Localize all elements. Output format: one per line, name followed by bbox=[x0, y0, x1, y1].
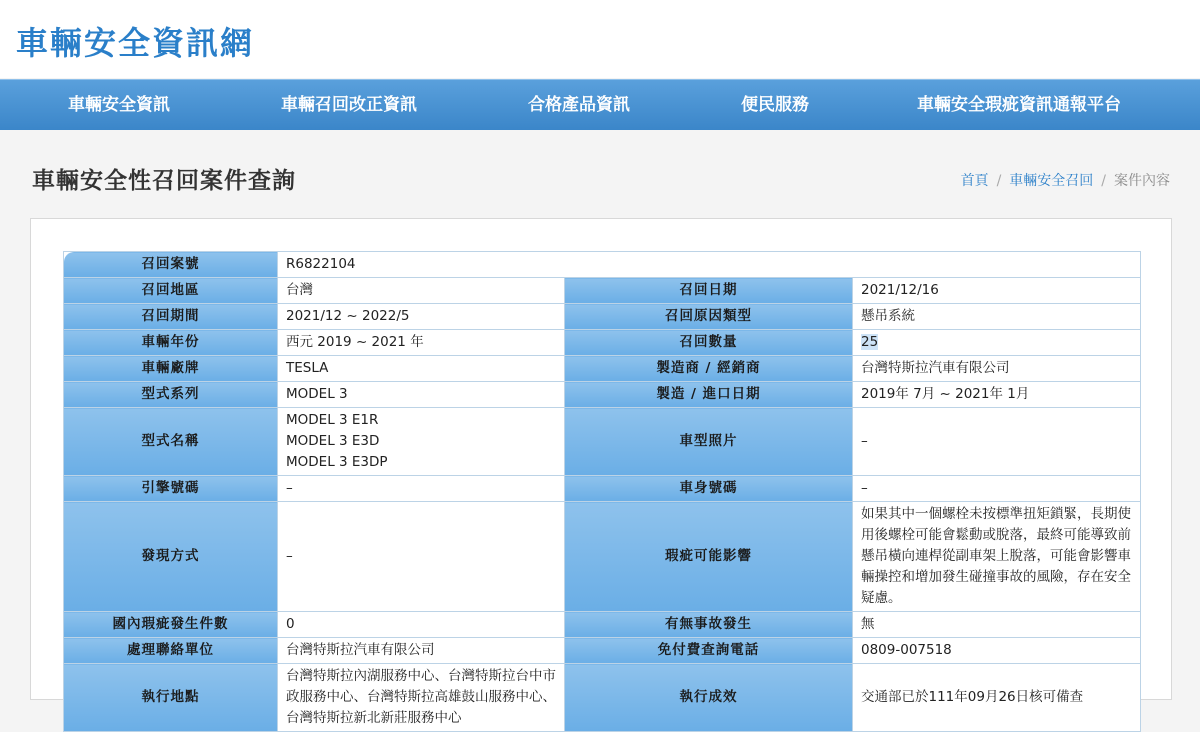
series-label: 型式系列 bbox=[64, 382, 278, 408]
maker-value: 台灣特斯拉汽車有限公司 bbox=[853, 356, 1141, 382]
breadcrumb-home[interactable]: 首頁 bbox=[960, 173, 989, 189]
case-no-label: 召回案號 bbox=[64, 252, 278, 278]
result-value: 交通部已於111年09月26日核可備查 bbox=[853, 664, 1141, 732]
breadcrumb-separator: / bbox=[996, 173, 1002, 189]
quantity-value-cell bbox=[853, 330, 1141, 356]
impact-label: 瑕疵可能影響 bbox=[565, 502, 853, 612]
table-row bbox=[64, 638, 1141, 664]
table-row bbox=[64, 330, 1141, 356]
case-no-value: R6822104 bbox=[278, 252, 1141, 278]
period-value: 2021/12 ~ 2022/5 bbox=[278, 304, 565, 330]
reason-type-label: 召回原因類型 bbox=[565, 304, 853, 330]
mfg-date-label: 製造 / 進口日期 bbox=[565, 382, 853, 408]
brand-value: TESLA bbox=[278, 356, 565, 382]
vin-label: 車身號碼 bbox=[565, 476, 853, 502]
table-row bbox=[64, 304, 1141, 330]
breadcrumb-recall[interactable]: 車輛安全召回 bbox=[1009, 173, 1094, 189]
quantity-value: 25 bbox=[861, 334, 879, 350]
table-row bbox=[64, 408, 1141, 476]
table-row bbox=[64, 476, 1141, 502]
table-row bbox=[64, 382, 1141, 408]
nav-item-vehicle-safety-info[interactable]: 車輛安全資訊 bbox=[68, 95, 170, 115]
page-title: 車輛安全性召回案件查詢 bbox=[32, 168, 296, 194]
recall-detail-card bbox=[30, 218, 1172, 726]
site-header bbox=[0, 0, 1200, 78]
engine-label: 引擎號碼 bbox=[64, 476, 278, 502]
region-label: 召回地區 bbox=[64, 278, 278, 304]
main-nav bbox=[0, 79, 1200, 130]
table-row bbox=[64, 502, 1141, 612]
table-row bbox=[64, 612, 1141, 638]
maker-label: 製造商 / 經銷商 bbox=[565, 356, 853, 382]
table-row bbox=[64, 278, 1141, 304]
photo-label: 車型照片 bbox=[565, 408, 853, 476]
contact-label: 處理聯絡單位 bbox=[64, 638, 278, 664]
models-label: 型式名稱 bbox=[64, 408, 278, 476]
nav-item-defect-report-platform[interactable]: 車輛安全瑕疵資訊通報平台 bbox=[917, 95, 1121, 115]
year-label: 車輛年份 bbox=[64, 330, 278, 356]
domestic-value: 0 bbox=[278, 612, 565, 638]
discovery-value: – bbox=[278, 502, 565, 612]
location-label: 執行地點 bbox=[64, 664, 278, 732]
breadcrumb bbox=[961, 170, 1170, 190]
year-value: 西元 2019 ~ 2021 年 bbox=[278, 330, 565, 356]
photo-value: – bbox=[853, 408, 1141, 476]
period-label: 召回期間 bbox=[64, 304, 278, 330]
model-name: MODEL 3 E1R bbox=[286, 412, 379, 428]
site-logo[interactable]: 車輛安全資訊網 bbox=[16, 24, 255, 62]
impact-value: 如果其中一個螺栓未按標準扭矩鎖緊，長期使用後螺栓可能會鬆動或脫落，最終可能導致前懸吊橫向連桿從副車架上脫落，可能會影響車輛操控和增加發生碰撞事故的風險，存在安全疑慮。 bbox=[853, 502, 1141, 612]
model-name: MODEL 3 E3D bbox=[286, 433, 380, 449]
quantity-label: 召回數量 bbox=[565, 330, 853, 356]
series-value: MODEL 3 bbox=[278, 382, 565, 408]
table-row bbox=[64, 664, 1141, 732]
contact-value: 台灣特斯拉汽車有限公司 bbox=[278, 638, 565, 664]
hotline-label: 免付費查詢電話 bbox=[565, 638, 853, 664]
nav-item-public-services[interactable]: 便民服務 bbox=[741, 95, 809, 115]
date-value: 2021/12/16 bbox=[853, 278, 1141, 304]
region-value: 台灣 bbox=[278, 278, 565, 304]
hotline-value: 0809-007518 bbox=[853, 638, 1141, 664]
recall-detail-table bbox=[63, 251, 1141, 732]
domestic-label: 國內瑕疵發生件數 bbox=[64, 612, 278, 638]
brand-label: 車輛廠牌 bbox=[64, 356, 278, 382]
nav-item-recall-info[interactable]: 車輛召回改正資訊 bbox=[281, 95, 417, 115]
result-label: 執行成效 bbox=[565, 664, 853, 732]
mfg-date-value: 2019年 7月 ~ 2021年 1月 bbox=[853, 382, 1141, 408]
breadcrumb-separator: / bbox=[1101, 173, 1106, 189]
vin-value: – bbox=[853, 476, 1141, 502]
discovery-label: 發現方式 bbox=[64, 502, 278, 612]
date-label: 召回日期 bbox=[565, 278, 853, 304]
location-value: 台灣特斯拉內湖服務中心、台灣特斯拉台中市政服務中心、台灣特斯拉高雄鼓山服務中心、台灣特斯拉新北新莊服務中心 bbox=[278, 664, 565, 732]
reason-type-value: 懸吊系統 bbox=[853, 304, 1141, 330]
model-name: MODEL 3 E3DP bbox=[286, 454, 388, 470]
accident-value: 無 bbox=[853, 612, 1141, 638]
accident-label: 有無事故發生 bbox=[565, 612, 853, 638]
nav-item-certified-products[interactable]: 合格產品資訊 bbox=[528, 95, 630, 115]
models-value bbox=[278, 408, 565, 476]
engine-value: – bbox=[278, 476, 565, 502]
breadcrumb-current: 案件內容 bbox=[1114, 173, 1170, 189]
table-row bbox=[64, 252, 1141, 278]
table-row bbox=[64, 356, 1141, 382]
